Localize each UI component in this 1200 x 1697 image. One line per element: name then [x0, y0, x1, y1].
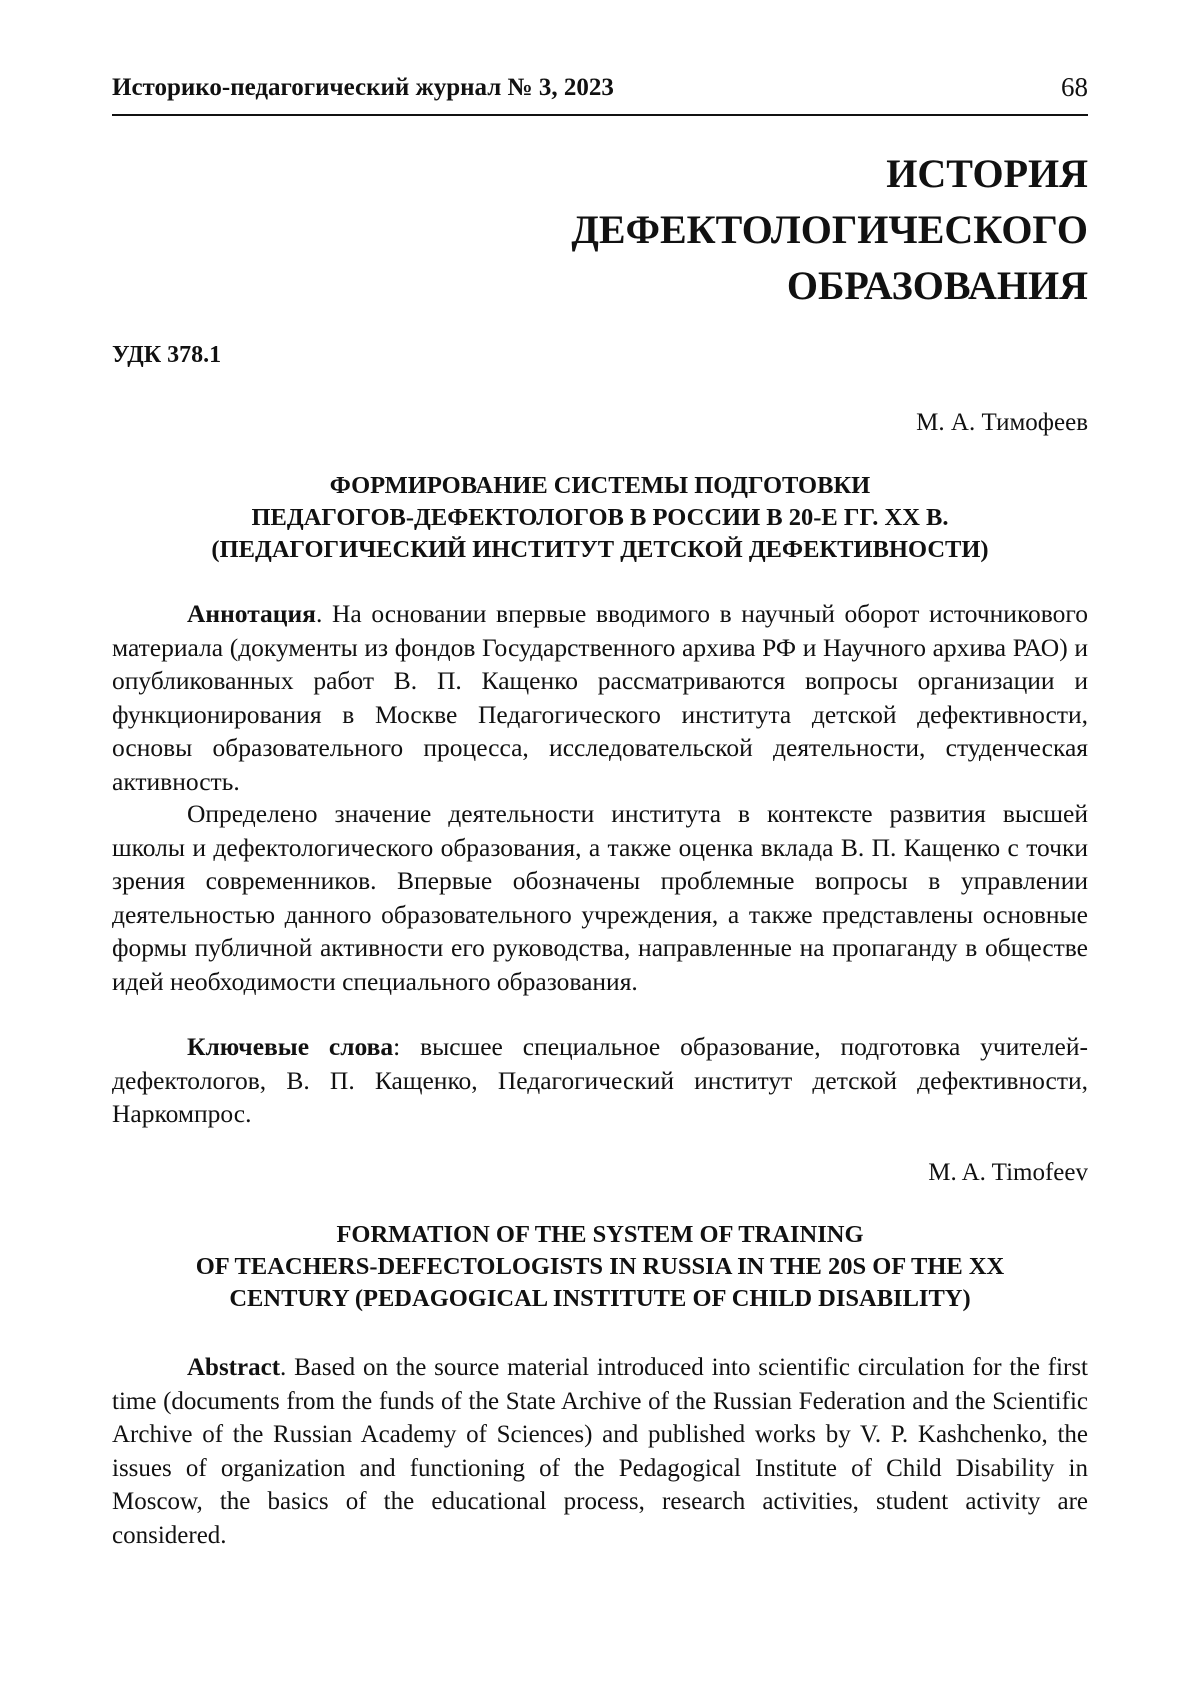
- section-heading: [112, 146, 1088, 314]
- page-number: 68: [1061, 72, 1088, 102]
- udc-code: УДК 378.1: [112, 342, 222, 368]
- running-header: [112, 74, 1088, 116]
- journal-title: Историко-педагогический журнал № 3, 2023: [112, 74, 614, 101]
- title-line: ПЕДАГОГОВ-ДЕФЕКТОЛОГОВ В РОССИИ В 20-Е ГГ. XX В.: [251, 504, 949, 531]
- annotation-paragraph: [112, 597, 1088, 798]
- annotation-paragraph-2: Определено значение деятельности института в контексте развития высшей школы и дефектологического образования, а также оценка вклада В. П. Кащенко с точки зрения современников. Впервые обозначены проблемные вопросы в управлении деятельностью данного образовательного учреждения, а также представлены основные формы публичной активности его руководства, направленные на пропаганду в обществе идей необходимости специального образования.: [112, 799, 1088, 996]
- abstract-paragraph: [112, 1351, 1088, 1552]
- title-line: CENTURY (PEDAGOGICAL INSTITUTE OF CHILD DISABILITY): [229, 1285, 971, 1312]
- section-heading-line: ДЕФЕКТОЛОГИЧЕСКОГО: [571, 207, 1088, 252]
- author-name-ru: М. А. Тимофеев: [916, 409, 1088, 436]
- title-line: FORMATION OF THE SYSTEM OF TRAINING: [336, 1221, 864, 1248]
- keywords-text: : высшее специальное образование, подготовка учителей-дефектологов, В. П. Кащенко, Педагогический институт детской дефективности, Наркомпрос.: [112, 1032, 1088, 1128]
- article-title-en: [112, 1219, 1088, 1315]
- abstract-text: . Based on the source material introduced into scientific circulation for the first time (documents from the funds of the State Archive of the Russian Federation and the Scientific Archive of the Russian Academy of Sciences) and published works by V. P. Kashchenko, the issues of organization and functioning of the Pedagogical Institute of Child Disability in Moscow, the basics of the educational process, research activities, student activity are considered.: [112, 1354, 1088, 1549]
- section-heading-line: ИСТОРИЯ: [886, 151, 1088, 196]
- keywords-paragraph: [112, 1030, 1088, 1131]
- title-line: OF TEACHERS-DEFECTOLOGISTS IN RUSSIA IN THE 20S OF THE XX: [195, 1253, 1005, 1280]
- article-title-ru: [112, 470, 1088, 566]
- abstract-label: Abstract: [187, 1354, 281, 1381]
- keywords-label: Ключевые слова: [187, 1032, 394, 1061]
- annotation-text: . На основании впервые вводимого в научный оборот источникового материала (документы из фондов Государственного архива РФ и Научного архива РАО) и опубликованных работ В. П. Кащенко рассматриваются вопросы организации и функционирования в Москве Педагогического института детской дефективности, основы образовательного процесса, исследовательской деятельности, студенческая активность.: [112, 599, 1088, 796]
- author-name-en: M. A. Timofeev: [928, 1159, 1088, 1186]
- section-heading-line: ОБРАЗОВАНИЯ: [786, 263, 1088, 308]
- title-line: ФОРМИРОВАНИЕ СИСТЕМЫ ПОДГОТОВКИ: [329, 472, 871, 499]
- title-line: (ПЕДАГОГИЧЕСКИЙ ИНСТИТУТ ДЕТСКОЙ ДЕФЕКТИВНОСТИ): [211, 536, 989, 563]
- annotation-label: Аннотация: [187, 599, 316, 628]
